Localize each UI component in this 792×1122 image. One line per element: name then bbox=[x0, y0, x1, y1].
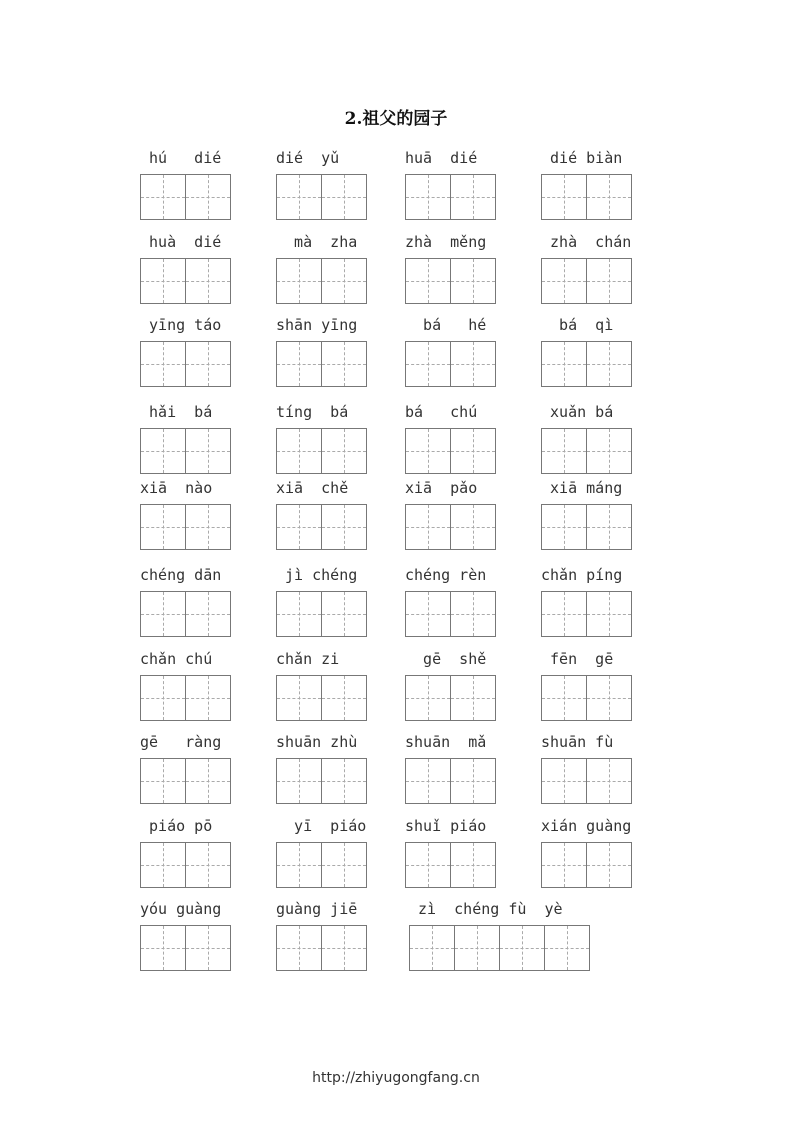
word-item bbox=[541, 230, 632, 304]
tian-zi-ge-cell[interactable] bbox=[186, 504, 231, 550]
tian-zi-ge-cell[interactable] bbox=[451, 258, 496, 304]
tian-zi-ge-cell[interactable] bbox=[545, 925, 590, 971]
exercise-row bbox=[0, 230, 792, 314]
tian-zi-ge-cell[interactable] bbox=[541, 675, 587, 721]
exercise-row bbox=[0, 313, 792, 400]
word-item bbox=[405, 400, 496, 474]
word-item bbox=[276, 563, 367, 637]
tian-zi-ge-cell[interactable] bbox=[541, 591, 587, 637]
tian-zi-ge-cell[interactable] bbox=[186, 341, 231, 387]
tian-zi-ge-cell[interactable] bbox=[405, 428, 451, 474]
word-item bbox=[405, 647, 496, 721]
page-title: 2.祖父的园子 bbox=[344, 109, 448, 129]
tian-zi-ge-cell[interactable] bbox=[587, 758, 632, 804]
tian-zi-ge-cell[interactable] bbox=[322, 258, 367, 304]
tian-zi-ge-cell[interactable] bbox=[186, 675, 231, 721]
writing-boxes bbox=[276, 925, 367, 971]
writing-boxes bbox=[405, 341, 496, 387]
writing-boxes bbox=[541, 758, 632, 804]
word-item bbox=[405, 230, 496, 304]
tian-zi-ge-cell[interactable] bbox=[451, 675, 496, 721]
tian-zi-ge-cell[interactable] bbox=[140, 842, 186, 888]
tian-zi-ge-cell[interactable] bbox=[451, 174, 496, 220]
pinyin-label: shuān mǎ bbox=[405, 733, 487, 751]
writing-boxes bbox=[409, 925, 590, 971]
word-item bbox=[276, 814, 367, 888]
tian-zi-ge-cell[interactable] bbox=[451, 842, 496, 888]
exercise-row bbox=[0, 897, 792, 981]
pinyin-label: huā dié bbox=[405, 149, 478, 167]
tian-zi-ge-cell[interactable] bbox=[451, 341, 496, 387]
exercise-row bbox=[0, 146, 792, 230]
writing-boxes bbox=[405, 842, 496, 888]
word-item bbox=[405, 313, 496, 387]
tian-zi-ge-cell[interactable] bbox=[409, 925, 455, 971]
writing-boxes bbox=[541, 341, 632, 387]
tian-zi-ge-cell[interactable] bbox=[405, 258, 451, 304]
tian-zi-ge-cell[interactable] bbox=[587, 504, 632, 550]
exercise-row bbox=[0, 814, 792, 898]
writing-boxes bbox=[541, 675, 632, 721]
writing-boxes bbox=[140, 925, 231, 971]
word-item bbox=[276, 897, 367, 971]
tian-zi-ge-cell[interactable] bbox=[140, 504, 186, 550]
tian-zi-ge-cell[interactable] bbox=[541, 504, 587, 550]
writing-boxes bbox=[405, 428, 496, 474]
writing-boxes bbox=[276, 174, 367, 220]
pinyin-label: fēn gē bbox=[541, 649, 614, 668]
tian-zi-ge-cell[interactable] bbox=[276, 675, 322, 721]
writing-boxes bbox=[140, 428, 231, 474]
tian-zi-ge-cell[interactable] bbox=[587, 428, 632, 474]
tian-zi-ge-cell[interactable] bbox=[405, 675, 451, 721]
tian-zi-ge-cell[interactable] bbox=[405, 591, 451, 637]
writing-boxes bbox=[541, 504, 632, 550]
writing-boxes bbox=[541, 428, 632, 474]
footer-url: http://zhiyugongfang.cn bbox=[312, 1070, 480, 1086]
tian-zi-ge-cell[interactable] bbox=[186, 174, 231, 220]
writing-boxes bbox=[405, 504, 496, 550]
tian-zi-ge-cell[interactable] bbox=[322, 504, 367, 550]
word-item bbox=[276, 230, 367, 304]
tian-zi-ge-cell[interactable] bbox=[140, 591, 186, 637]
tian-zi-ge-cell[interactable] bbox=[451, 591, 496, 637]
tian-zi-ge-cell[interactable] bbox=[276, 591, 322, 637]
writing-boxes bbox=[541, 174, 632, 220]
word-item bbox=[140, 897, 231, 971]
word-item bbox=[140, 313, 231, 387]
writing-boxes bbox=[140, 341, 231, 387]
pinyin-label: hǎi bá bbox=[140, 403, 213, 421]
writing-boxes bbox=[405, 758, 496, 804]
pinyin-label: chǎn chú bbox=[140, 649, 213, 668]
pinyin-label: mà zha bbox=[276, 232, 358, 251]
tian-zi-ge-cell[interactable] bbox=[451, 428, 496, 474]
word-item bbox=[409, 897, 590, 971]
pinyin-label: chǎn zi bbox=[276, 649, 340, 668]
tian-zi-ge-cell[interactable] bbox=[322, 758, 367, 804]
tian-zi-ge-cell[interactable] bbox=[541, 174, 587, 220]
pinyin-label: chéng dān bbox=[140, 566, 222, 584]
tian-zi-ge-cell[interactable] bbox=[276, 504, 322, 550]
tian-zi-ge-cell[interactable] bbox=[186, 842, 231, 888]
word-item bbox=[405, 563, 496, 637]
tian-zi-ge-cell[interactable] bbox=[140, 428, 186, 474]
tian-zi-ge-cell[interactable] bbox=[500, 925, 545, 971]
tian-zi-ge-cell[interactable] bbox=[405, 341, 451, 387]
word-item bbox=[541, 146, 632, 220]
tian-zi-ge-cell[interactable] bbox=[276, 258, 322, 304]
writing-boxes bbox=[276, 258, 367, 304]
writing-boxes bbox=[405, 675, 496, 721]
pinyin-label: piáo pō bbox=[140, 816, 213, 835]
tian-zi-ge-cell[interactable] bbox=[322, 675, 367, 721]
word-item bbox=[140, 730, 231, 804]
tian-zi-ge-cell[interactable] bbox=[587, 341, 632, 387]
word-item bbox=[405, 146, 496, 220]
pinyin-label: gē shě bbox=[405, 649, 487, 668]
writing-boxes bbox=[541, 591, 632, 637]
tian-zi-ge-cell[interactable] bbox=[322, 925, 367, 971]
word-item bbox=[140, 814, 231, 888]
pinyin-label: zhà chán bbox=[541, 232, 632, 251]
tian-zi-ge-cell[interactable] bbox=[541, 758, 587, 804]
word-item bbox=[276, 476, 367, 550]
word-item bbox=[541, 563, 632, 637]
pinyin-label: shuǐ piáo bbox=[405, 816, 487, 835]
pinyin-label: gē ràng bbox=[140, 733, 222, 751]
pinyin-label: bá chú bbox=[405, 403, 478, 421]
pinyin-label: hú dié bbox=[140, 149, 222, 167]
pinyin-label: yīng táo bbox=[140, 316, 222, 334]
writing-boxes bbox=[541, 258, 632, 304]
exercise-row bbox=[0, 647, 792, 731]
tian-zi-ge-cell[interactable] bbox=[405, 842, 451, 888]
word-item bbox=[140, 230, 231, 304]
tian-zi-ge-cell[interactable] bbox=[405, 174, 451, 220]
tian-zi-ge-cell[interactable] bbox=[186, 258, 231, 304]
word-item bbox=[140, 563, 231, 637]
tian-zi-ge-cell[interactable] bbox=[587, 258, 632, 304]
writing-boxes bbox=[405, 174, 496, 220]
writing-boxes bbox=[276, 341, 367, 387]
exercise-row bbox=[0, 730, 792, 814]
writing-boxes bbox=[276, 504, 367, 550]
writing-boxes bbox=[140, 758, 231, 804]
writing-boxes bbox=[541, 842, 632, 888]
tian-zi-ge-cell[interactable] bbox=[140, 758, 186, 804]
exercise-row bbox=[0, 476, 792, 563]
pinyin-label: jì chéng bbox=[276, 566, 358, 584]
pinyin-label: xiā nào bbox=[140, 479, 213, 497]
word-item bbox=[541, 476, 632, 550]
pinyin-label: chéng rèn bbox=[405, 566, 487, 584]
tian-zi-ge-cell[interactable] bbox=[405, 504, 451, 550]
writing-boxes bbox=[405, 591, 496, 637]
tian-zi-ge-cell[interactable] bbox=[140, 174, 186, 220]
tian-zi-ge-cell[interactable] bbox=[587, 174, 632, 220]
tian-zi-ge-cell[interactable] bbox=[541, 842, 587, 888]
tian-zi-ge-cell[interactable] bbox=[276, 341, 322, 387]
writing-boxes bbox=[276, 428, 367, 474]
pinyin-label: xiā pǎo bbox=[405, 479, 478, 497]
pinyin-label: xián guàng bbox=[541, 816, 632, 835]
tian-zi-ge-cell[interactable] bbox=[322, 428, 367, 474]
word-item bbox=[140, 647, 231, 721]
writing-boxes bbox=[276, 591, 367, 637]
writing-boxes bbox=[276, 758, 367, 804]
tian-zi-ge-cell[interactable] bbox=[140, 258, 186, 304]
word-item bbox=[405, 476, 496, 550]
word-item bbox=[276, 313, 367, 387]
tian-zi-ge-cell[interactable] bbox=[322, 591, 367, 637]
exercise-row bbox=[0, 400, 792, 476]
pinyin-label: shuān zhù bbox=[276, 733, 358, 751]
word-item bbox=[541, 400, 632, 474]
writing-boxes bbox=[140, 591, 231, 637]
pinyin-label: xiā máng bbox=[541, 479, 623, 497]
tian-zi-ge-cell[interactable] bbox=[405, 758, 451, 804]
writing-boxes bbox=[140, 504, 231, 550]
pinyin-label: xuǎn bá bbox=[541, 403, 614, 421]
word-item bbox=[405, 814, 496, 888]
pinyin-label: bá hé bbox=[405, 316, 487, 334]
word-item bbox=[541, 730, 632, 804]
pinyin-label: tíng bá bbox=[276, 403, 349, 421]
pinyin-label: yóu guàng bbox=[140, 900, 222, 918]
pinyin-label: xiā chě bbox=[276, 479, 349, 497]
word-item bbox=[276, 400, 367, 474]
exercise-grid bbox=[0, 146, 792, 981]
tian-zi-ge-cell[interactable] bbox=[541, 258, 587, 304]
word-item bbox=[276, 730, 367, 804]
exercise-row bbox=[0, 563, 792, 647]
pinyin-label: bá qì bbox=[541, 316, 614, 334]
pinyin-label: zhà měng bbox=[405, 232, 487, 251]
tian-zi-ge-cell[interactable] bbox=[186, 758, 231, 804]
tian-zi-ge-cell[interactable] bbox=[140, 341, 186, 387]
writing-boxes bbox=[276, 842, 367, 888]
tian-zi-ge-cell[interactable] bbox=[541, 428, 587, 474]
tian-zi-ge-cell[interactable] bbox=[276, 174, 322, 220]
tian-zi-ge-cell[interactable] bbox=[322, 341, 367, 387]
tian-zi-ge-cell[interactable] bbox=[541, 341, 587, 387]
word-item bbox=[140, 146, 231, 220]
writing-boxes bbox=[405, 258, 496, 304]
tian-zi-ge-cell[interactable] bbox=[186, 428, 231, 474]
word-item bbox=[541, 647, 632, 721]
tian-zi-ge-cell[interactable] bbox=[455, 925, 500, 971]
writing-boxes bbox=[140, 174, 231, 220]
word-item bbox=[541, 814, 632, 888]
tian-zi-ge-cell[interactable] bbox=[587, 675, 632, 721]
pinyin-label: guàng jiē bbox=[276, 900, 358, 918]
word-item bbox=[140, 400, 231, 474]
writing-boxes bbox=[140, 258, 231, 304]
pinyin-label: yī piáo bbox=[276, 816, 367, 835]
word-item bbox=[140, 476, 231, 550]
tian-zi-ge-cell[interactable] bbox=[276, 428, 322, 474]
pinyin-label: dié biàn bbox=[541, 149, 623, 167]
pinyin-label: chǎn píng bbox=[541, 566, 623, 584]
pinyin-label: zì chéng fù yè bbox=[409, 900, 563, 918]
tian-zi-ge-cell[interactable] bbox=[186, 591, 231, 637]
tian-zi-ge-cell[interactable] bbox=[451, 504, 496, 550]
tian-zi-ge-cell[interactable] bbox=[451, 758, 496, 804]
tian-zi-ge-cell[interactable] bbox=[587, 591, 632, 637]
writing-boxes bbox=[140, 675, 231, 721]
tian-zi-ge-cell[interactable] bbox=[140, 675, 186, 721]
word-item bbox=[276, 146, 367, 220]
word-item bbox=[541, 313, 632, 387]
tian-zi-ge-cell[interactable] bbox=[186, 925, 231, 971]
pinyin-label: shān yīng bbox=[276, 316, 358, 334]
tian-zi-ge-cell[interactable] bbox=[276, 758, 322, 804]
pinyin-label: huà dié bbox=[140, 232, 222, 251]
pinyin-label: shuān fù bbox=[541, 733, 614, 751]
tian-zi-ge-cell[interactable] bbox=[276, 925, 322, 971]
tian-zi-ge-cell[interactable] bbox=[587, 842, 632, 888]
writing-boxes bbox=[140, 842, 231, 888]
pinyin-label: dié yǔ bbox=[276, 149, 340, 167]
tian-zi-ge-cell[interactable] bbox=[140, 925, 186, 971]
tian-zi-ge-cell[interactable] bbox=[276, 842, 322, 888]
word-item bbox=[405, 730, 496, 804]
tian-zi-ge-cell[interactable] bbox=[322, 842, 367, 888]
tian-zi-ge-cell[interactable] bbox=[322, 174, 367, 220]
writing-boxes bbox=[276, 675, 367, 721]
word-item bbox=[276, 647, 367, 721]
